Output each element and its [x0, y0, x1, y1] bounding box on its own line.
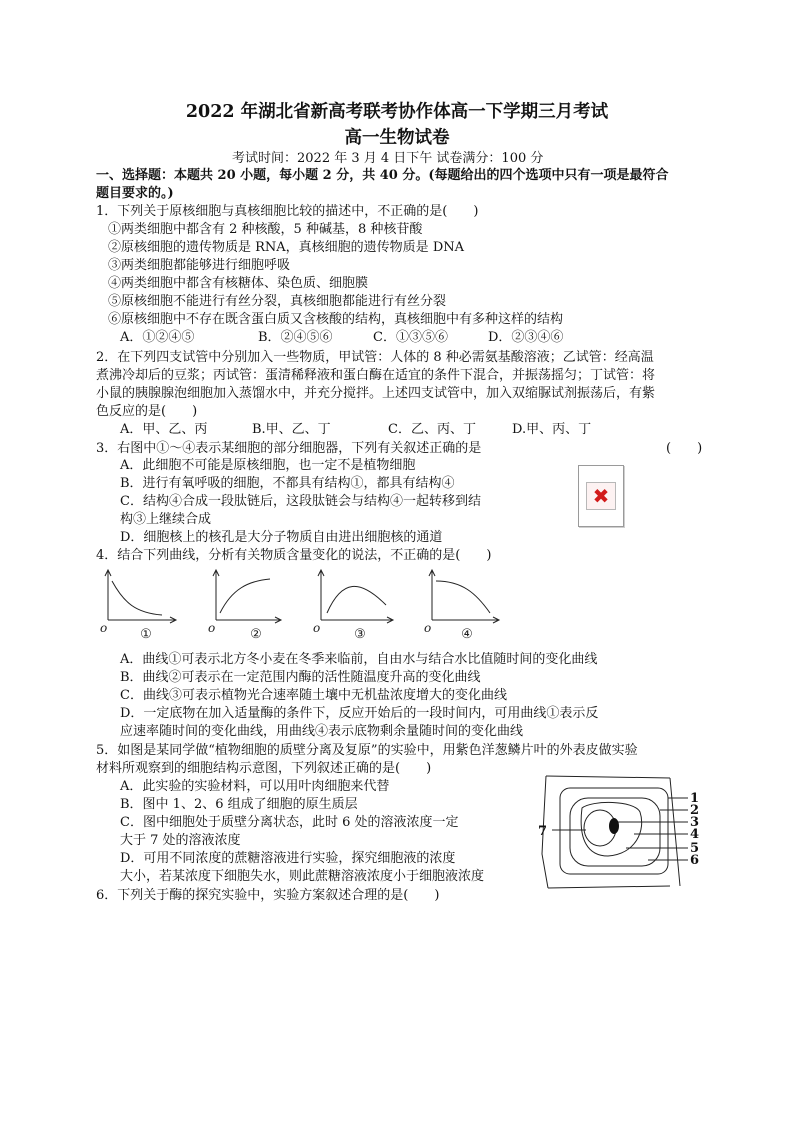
origin-label: o	[100, 621, 108, 635]
q4-option-c: C．曲线③可表示植物光合速率随土壤中无机盐浓度增大的变化曲线	[120, 688, 507, 703]
q5-option-a: A．此实验的实验材料，可以用叶肉细胞来代替	[120, 779, 390, 794]
q2-option-c: C．乙、丙、丁	[388, 422, 476, 437]
plasmolysis-cell-figure	[530, 774, 700, 892]
q1-option-c: C．①③⑤⑥	[373, 330, 448, 345]
exam-info: 考试时间：2022 年 3 月 4 日下午 试卷满分：100 分	[232, 151, 544, 166]
curve-rise-fall	[327, 586, 386, 613]
q2-option-b: B.甲、乙、丁	[252, 422, 331, 437]
q5-option-c: C．图中细胞处于质壁分离状态，此时 6 处的溶液浓度一定	[120, 815, 459, 830]
q1-item: ⑥原核细胞中不存在既含蛋白质又含核酸的结构，真核细胞中有多种这样的结构	[108, 312, 564, 327]
q4-option-d: D．一定底物在加入适量酶的条件下，反应开始后的一段时间内，可用曲线①表示反	[120, 706, 599, 721]
q3-option-a: A．此细胞不可能是原核细胞，也一定不是植物细胞	[120, 458, 416, 473]
q5-line: 5．如图是某同学做“植物细胞的质壁分离及复原”的实验中，用紫色洋葱鳞片叶的外表皮做实验	[96, 743, 638, 758]
q5-option-d: D．可用不同浓度的蔗糖溶液进行实验，探究细胞液的浓度	[120, 851, 456, 866]
q5-option-d-cont: 大小，若某浓度下细胞失水，则此蔗糖溶液浓度小于细胞液浓度	[120, 869, 485, 884]
figure-label: 5	[690, 841, 700, 856]
origin-label: o	[313, 621, 321, 635]
figure-label: 1	[690, 791, 700, 806]
curve-accelerating-decrease	[436, 581, 490, 613]
q2-line: 2．在下列四支试管中分别加入一些物质，甲试管：人体的 8 种必需氨基酸溶液；乙试管：经高温	[96, 350, 654, 365]
section-heading-line2: 题目要求的。)	[96, 186, 174, 201]
graph-4	[429, 570, 499, 623]
origin-label: o	[424, 621, 432, 635]
q3-stem: 3．右图中①～④表示某细胞的部分细胞器，下列有关叙述正确的是	[96, 441, 482, 456]
q4-option-a: A．曲线①可表示北方冬小麦在冬季来临前，自由水与结合水比值随时间的变化曲线	[120, 652, 598, 667]
q1-item: ④两类细胞中都含有核糖体、染色质、细胞膜	[108, 276, 369, 291]
q5-option-c-cont: 大于 7 处的溶液浓度	[120, 833, 241, 848]
figure-label: 3	[690, 815, 700, 830]
figure-label: 4	[690, 827, 700, 842]
q1-option-d: D．②③④⑥	[488, 330, 564, 345]
q4-option-d-cont: 应速率随时间的变化曲线，用曲线④表示底物剩余量随时间的变化曲线	[120, 724, 524, 739]
q5-line: 材料所观察到的细胞结构示意图，下列叙述正确的是( )	[96, 761, 432, 776]
broken-image-placeholder	[578, 465, 624, 527]
figure-label: 6	[690, 853, 700, 868]
neighbor-wall-top	[546, 776, 670, 778]
graph-1	[105, 570, 176, 623]
q2-line: 煮沸冷却后的豆浆；丙试管：蛋清稀释液和蛋白酶在适宜的条件下混合，并振荡摇匀；丁试管：将	[96, 368, 656, 383]
q3-option-d: D．细胞核上的核孔是大分子物质自由进出细胞核的通道	[120, 530, 443, 545]
q1-option-b: B．②④⑤⑥	[258, 330, 333, 345]
nucleus	[609, 818, 619, 834]
q1-item: ①两类细胞中都含有 2 种核酸，5 种碱基，8 种核苷酸	[108, 222, 423, 237]
graph-3	[318, 570, 393, 623]
graph-label: ④	[461, 627, 473, 642]
q5-option-b: B．图中 1、2、6 组成了细胞的原生质层	[120, 797, 358, 812]
origin-label: o	[208, 621, 216, 635]
curve-increasing-plateau	[220, 579, 270, 613]
q4-curves-figure	[0, 565, 794, 645]
q1-item: ②原核细胞的遗传物质是 RNA，真核细胞的遗传物质是 DNA	[108, 240, 465, 255]
q6-stem: 6．下列关于酶的探究实验中，实验方案叙述合理的是( )	[96, 888, 440, 903]
q2-line: 色反应的是( )	[96, 404, 198, 419]
figure-label: 7	[538, 824, 548, 839]
q3-option-b: B．进行有氧呼吸的细胞，不都具有结构①，都具有结构④	[120, 476, 455, 491]
q2-line: 小鼠的胰腺腺泡细胞加入蒸馏水中，并充分搅拌。上述四支试管中，加入双缩脲试剂振荡后，有紫	[96, 386, 656, 401]
neighbor-wall-right	[670, 778, 680, 886]
page-subtitle: 高一生物试卷	[344, 128, 450, 148]
close-icon: ✖	[592, 484, 610, 508]
q2-option-d: D.甲、丙、丁	[512, 422, 592, 437]
page-title: 2022 年湖北省新高考联考协作体高一下学期三月考试	[185, 102, 609, 122]
q1-option-a: A．①②④⑤	[120, 330, 195, 345]
q4-option-b: B．曲线②可表示在一定范围内酶的活性随温度升高的变化曲线	[120, 670, 481, 685]
graph-label: ②	[250, 627, 262, 642]
graph-2	[213, 570, 281, 623]
q1-item: ⑤原核细胞不能进行有丝分裂，真核细胞都能进行有丝分裂	[108, 294, 447, 309]
neighbor-wall-bottom	[548, 886, 670, 888]
q1-item: ③两类细胞都能够进行细胞呼吸	[108, 258, 291, 273]
q2-option-a: A．甲、乙、丙	[120, 422, 208, 437]
q3-option-c-cont: 构③上继续合成	[120, 512, 212, 527]
q3-option-c: C．结构④合成一段肽链后，这段肽链会与结构④一起转移到结	[120, 494, 481, 509]
curve-decreasing	[112, 581, 162, 615]
section-heading-line1: 一、选择题：本题共 20 小题，每小题 2 分，共 40 分。(每题给出的四个选项中只有一项是最符合	[96, 168, 669, 183]
q3-answer-bracket: ( )	[666, 441, 703, 456]
graph-label: ①	[140, 627, 152, 642]
q1-stem: 1．下列关于原核细胞与真核细胞比较的描述中，不正确的是( )	[96, 204, 479, 219]
broken-image-icon	[586, 482, 616, 510]
q4-stem: 4．结合下列曲线，分析有关物质含量变化的说法，不正确的是( )	[96, 548, 492, 563]
figure-label: 2	[690, 803, 700, 818]
graph-label: ③	[354, 627, 366, 642]
